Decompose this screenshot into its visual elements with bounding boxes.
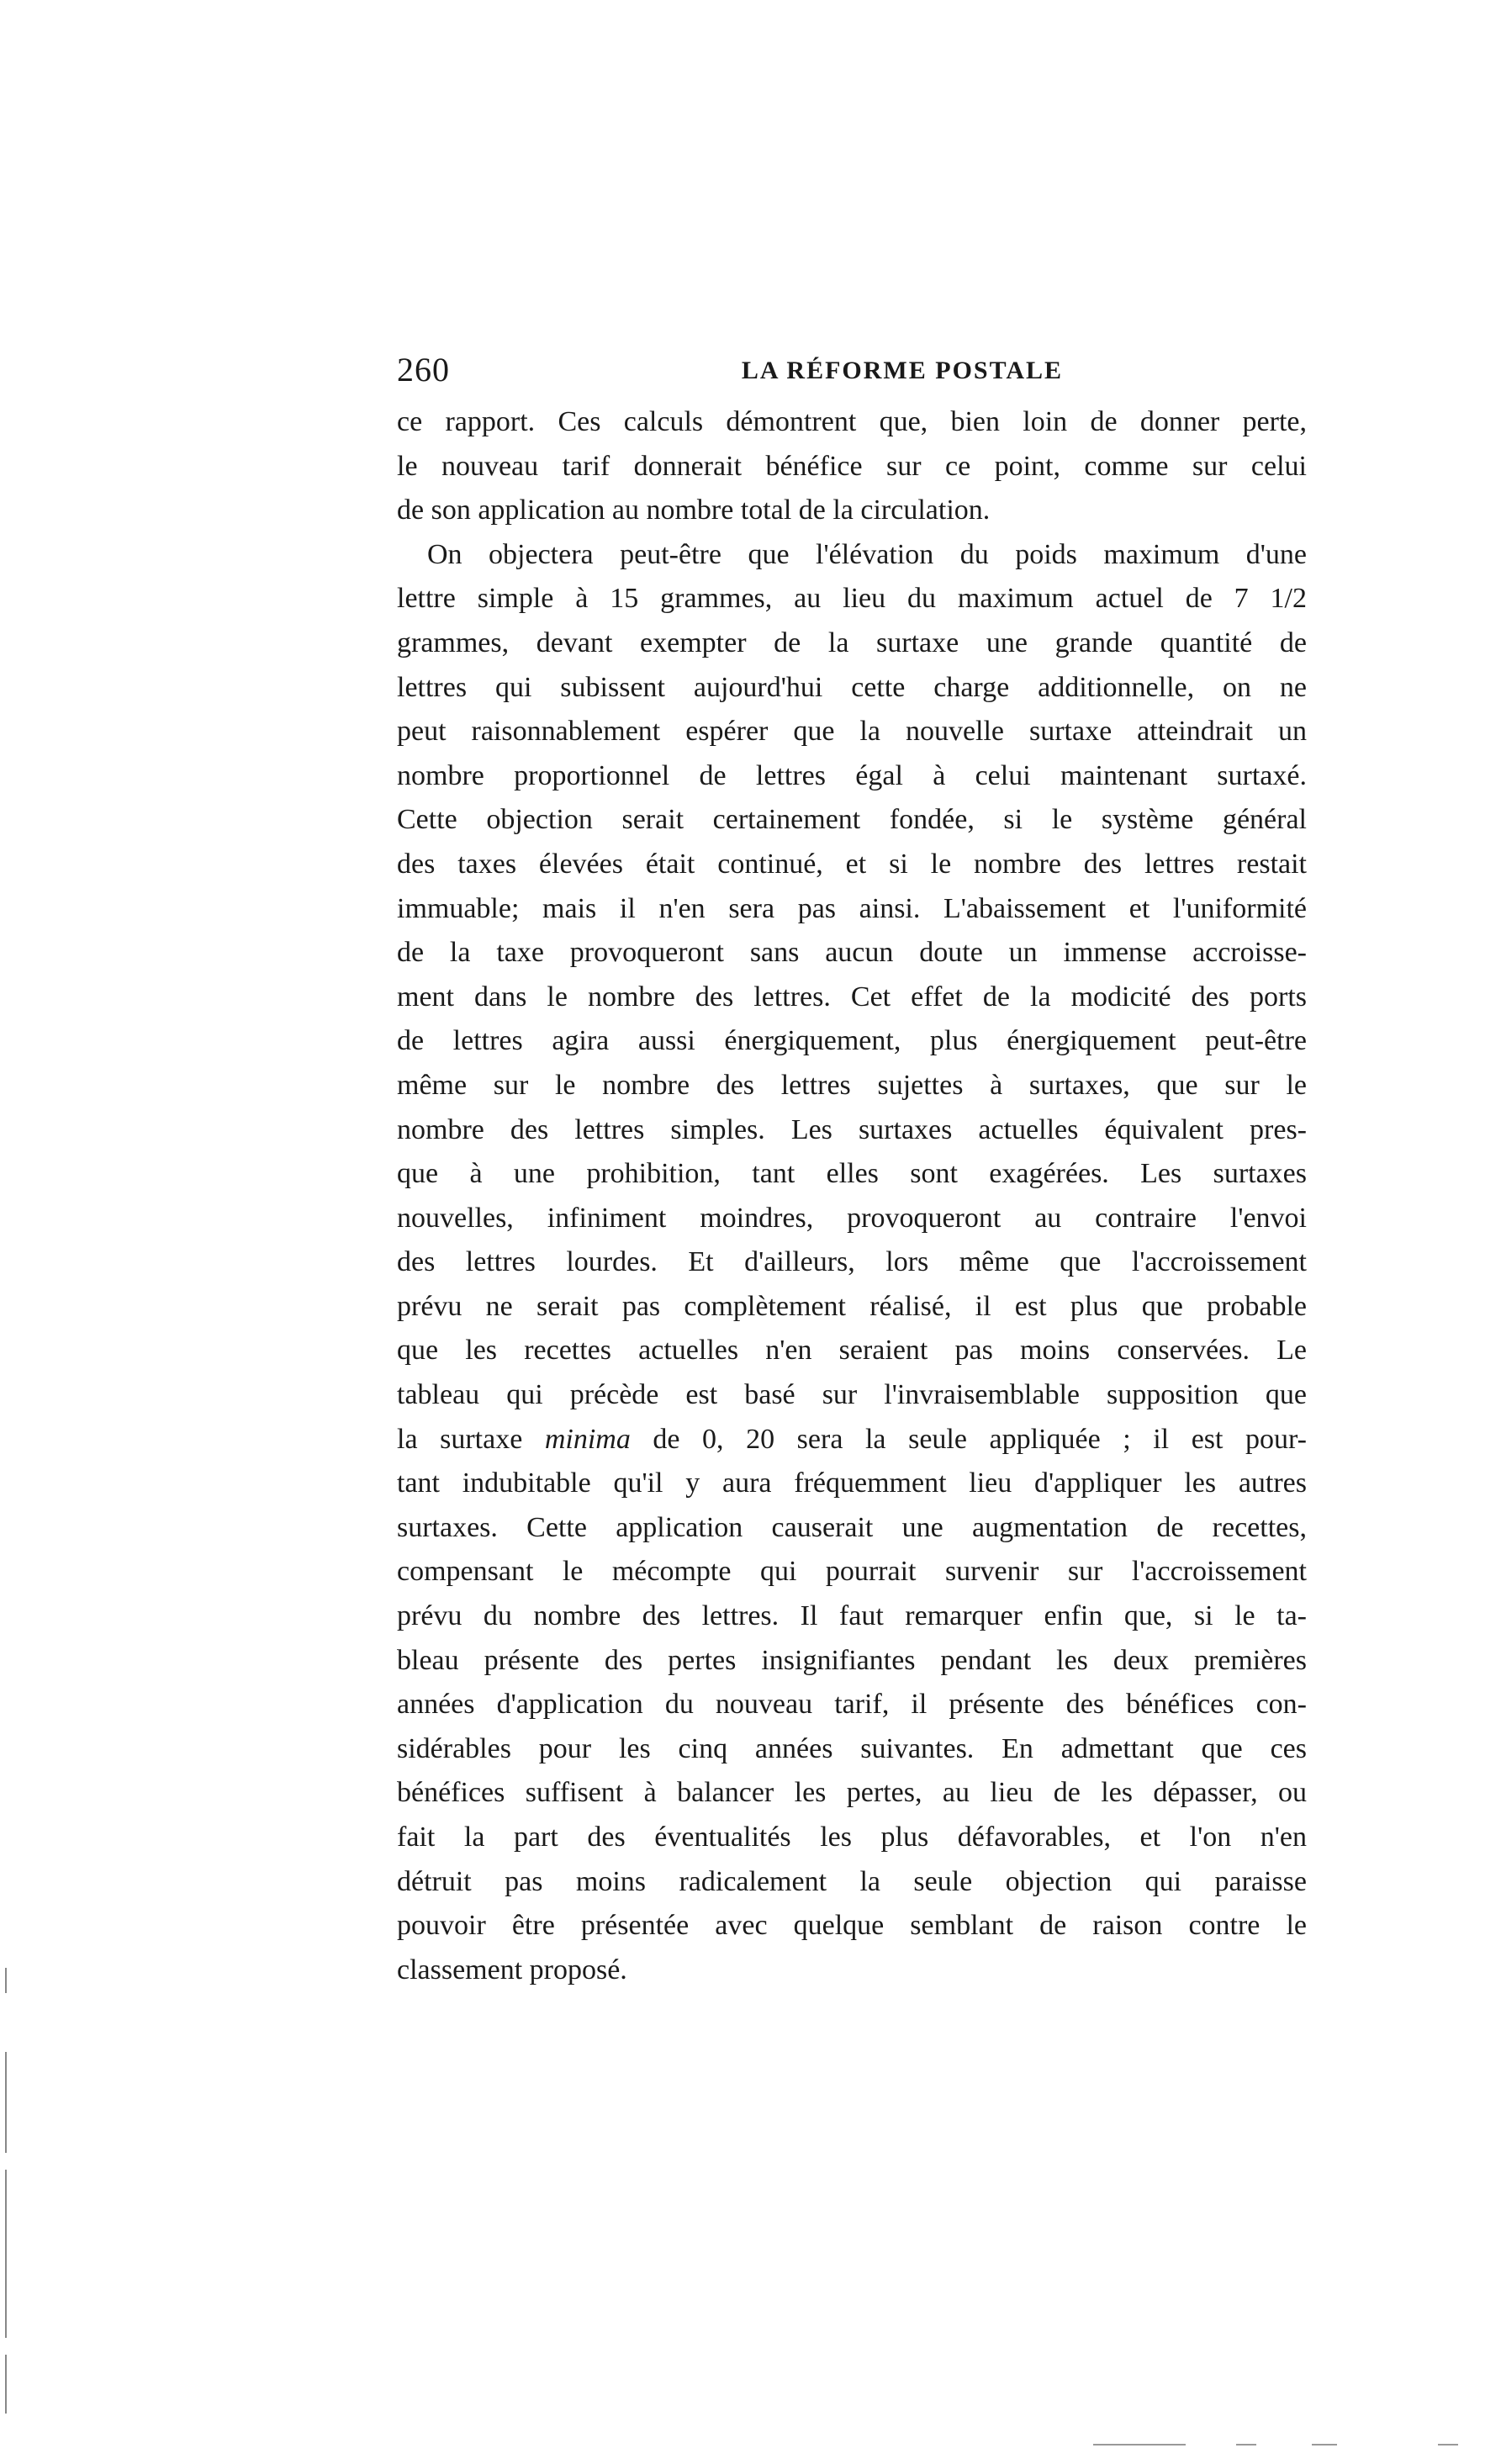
text-line: le nouveau tarif donnerait bénéfice sur ce point, comme sur celui: [397, 450, 1307, 482]
italic-word: minima: [544, 1423, 631, 1455]
text-line: classement proposé.: [397, 1954, 627, 1985]
text-line: années d'application du nouveau tarif, il présente des bénéfices con-: [397, 1689, 1307, 1721]
text-line: bleau présente des pertes insignifiantes pendant les deux premières: [397, 1644, 1307, 1676]
text-line: grammes, devant exempter de la surtaxe une grande quantité de: [397, 627, 1307, 658]
text-line: que les recettes actuelles n'en seraient pas moins conservées. Le: [397, 1335, 1307, 1367]
scan-margin-mark: [5, 2355, 7, 2414]
text-fragment: la surtaxe: [397, 1423, 523, 1455]
text-line: bénéfices suffisent à balancer les pertes, au lieu de les dépasser, ou: [397, 1777, 1307, 1809]
text-line: de lettres agira aussi énergiquement, plus énergiquement peut-être: [397, 1025, 1307, 1057]
text-line: de son application au nombre total de la circulation.: [397, 494, 991, 526]
text-line: nombre des lettres simples. Les surtaxes actuelles équivalent pres-: [397, 1113, 1307, 1145]
scan-bottom-mark: [1236, 2444, 1256, 2445]
text-line: de la taxe provoqueront sans aucun doute un immense accroisse-: [397, 937, 1307, 969]
scan-bottom-mark: [1438, 2444, 1458, 2445]
page-number: 260: [397, 351, 450, 389]
text-line: sidérables pour les cinq années suivantes. En admettant que ces: [397, 1732, 1307, 1764]
text-line: ment dans le nombre des lettres. Cet effet de la modicité des ports: [397, 981, 1307, 1013]
text-line: nombre proportionnel de lettres égal à celui maintenant surtaxé.: [397, 759, 1307, 791]
text-line: tableau qui précède est basé sur l'invraisemblable supposition que: [397, 1379, 1307, 1411]
text-line: Cette objection serait certainement fondée, si le système général: [397, 804, 1307, 836]
running-title: LA RÉFORME POSTALE: [741, 357, 1064, 384]
text-line: On objectera peut-être que l'élévation du poids maximum d'une: [427, 538, 1307, 570]
text-line: immuable; mais il n'en sera pas ainsi. L'abaissement et l'uniformité: [397, 892, 1307, 924]
text-line: des lettres lourdes. Et d'ailleurs, lors même que l'accroissement: [397, 1246, 1307, 1278]
scan-margin-mark: [5, 1968, 7, 1993]
text-line: pouvoir être présentée avec quelque semblant de raison contre le: [397, 1910, 1307, 1942]
body-text: [397, 400, 1307, 1992]
text-line: fait la part des éventualités les plus défavorables, et l'on n'en: [397, 1822, 1307, 1853]
scan-bottom-mark: [1312, 2444, 1337, 2445]
scan-margin-mark: [5, 2170, 7, 2338]
scan-margin-mark: [5, 2052, 7, 2153]
text-line: ce rapport. Ces calculs démontrent que, bien loin de donner perte,: [397, 406, 1307, 437]
text-line: [397, 1418, 1307, 1462]
scan-bottom-mark: [1093, 2444, 1186, 2445]
text-line: même sur le nombre des lettres sujettes à surtaxes, que sur le: [397, 1069, 1307, 1101]
text-line: que à une prohibition, tant elles sont exagérées. Les surtaxes: [397, 1158, 1307, 1190]
text-line: peut raisonnablement espérer que la nouvelle surtaxe atteindrait un: [397, 716, 1307, 748]
text-line: prévu du nombre des lettres. Il faut remarquer enfin que, si le ta-: [397, 1600, 1307, 1632]
text-line: des taxes élevées était continué, et si le nombre des lettres restait: [397, 848, 1307, 880]
text-fragment: de 0, 20 sera la seule appliquée ; il est pour-: [653, 1423, 1307, 1455]
text-line: prévu ne serait pas complètement réalisé, il est plus que probable: [397, 1290, 1307, 1322]
text-line: lettre simple à 15 grammes, au lieu du maximum actuel de 7 1/2: [397, 583, 1307, 615]
text-line: compensant le mécompte qui pourrait survenir sur l'accroissement: [397, 1556, 1307, 1588]
text-line: surtaxes. Cette application causerait une augmentation de recettes,: [397, 1511, 1307, 1543]
text-line: lettres qui subissent aujourd'hui cette charge additionnelle, on ne: [397, 671, 1307, 703]
text-line: tant indubitable qu'il y aura fréquemment lieu d'appliquer les autres: [397, 1467, 1307, 1499]
text-line: nouvelles, infiniment moindres, provoqueront au contraire l'envoi: [397, 1202, 1307, 1234]
text-line: détruit pas moins radicalement la seule objection qui paraisse: [397, 1865, 1307, 1897]
running-head: [397, 349, 1307, 399]
